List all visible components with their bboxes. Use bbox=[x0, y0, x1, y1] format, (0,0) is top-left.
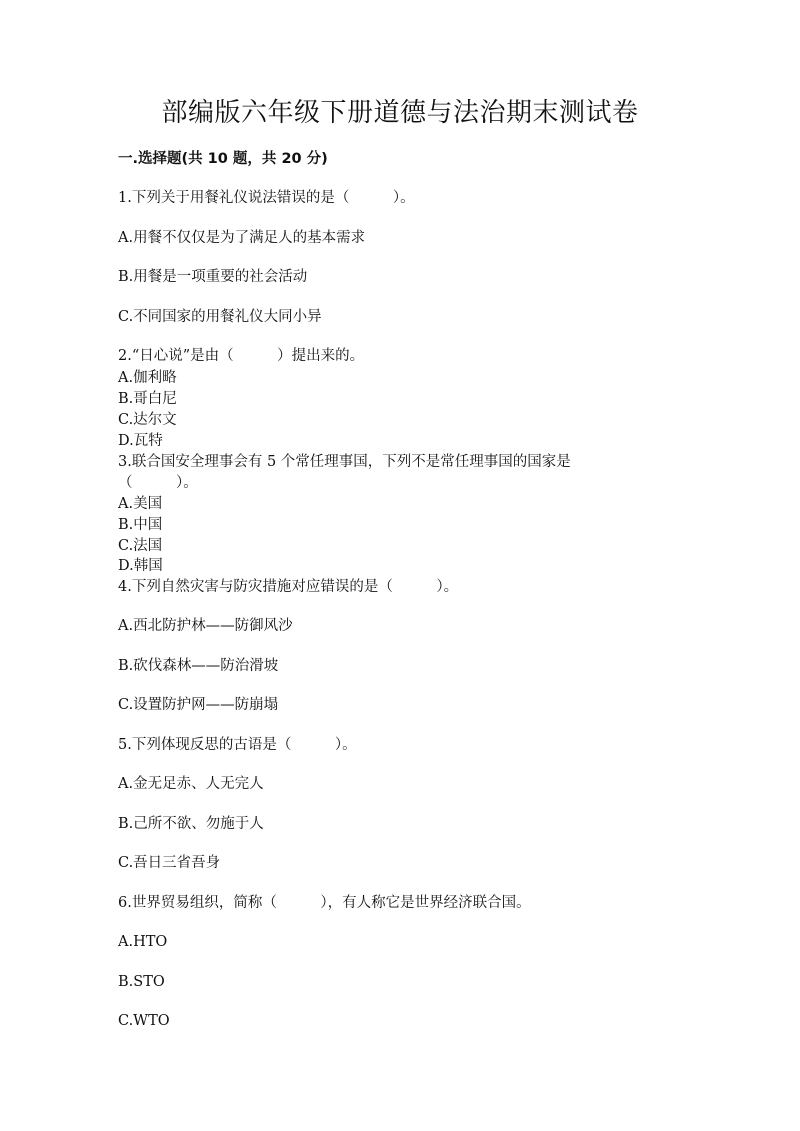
question-4-option-a: A.西北防护林——防御风沙 bbox=[118, 618, 293, 634]
section-heading: 一.选择题(共 10 题，共 20 分) bbox=[118, 151, 328, 167]
question-2-option-d: D.瓦特 bbox=[118, 433, 163, 449]
question-2-stem: 2.“日心说”是由（ ）提出来的。 bbox=[118, 348, 365, 364]
question-4-stem: 4.下列自然灾害与防灾措施对应错误的是（ ）。 bbox=[118, 579, 459, 595]
question-4-option-c: C.设置防护网——防崩塌 bbox=[118, 697, 279, 713]
question-1-option-c: C.不同国家的用餐礼仪大同小异 bbox=[118, 309, 322, 325]
question-2-option-c: C.达尔文 bbox=[118, 412, 177, 428]
question-1-stem: 1.下列关于用餐礼仪说法错误的是（ ）。 bbox=[118, 190, 415, 206]
question-6-option-a: A.HTO bbox=[118, 934, 168, 950]
question-1-option-a: A.用餐不仅仅是为了满足人的基本需求 bbox=[118, 230, 366, 246]
question-1-option-b: B.用餐是一项重要的社会活动 bbox=[118, 269, 308, 285]
question-6-option-c: C.WTO bbox=[118, 1013, 170, 1029]
question-6-option-b: B.STO bbox=[118, 974, 165, 990]
exam-title: 部编版六年级下册道德与法治期末测试卷 bbox=[161, 98, 639, 128]
question-3-option-a: A.美国 bbox=[118, 496, 163, 512]
question-3-option-b: B.中国 bbox=[118, 517, 163, 533]
question-5-option-a: A.金无足赤、人无完人 bbox=[118, 776, 264, 792]
question-2-option-b: B.哥白尼 bbox=[118, 391, 177, 407]
question-3-stem: 3.联合国安全理事会有 5 个常任理事国，下列不是常任理事国的国家是 bbox=[118, 454, 571, 470]
question-2-option-a: A.伽利略 bbox=[118, 370, 177, 386]
question-3-option-c: C.法国 bbox=[118, 538, 163, 554]
question-5-option-b: B.己所不欲、勿施于人 bbox=[118, 816, 264, 832]
question-5-stem: 5.下列体现反思的古语是（ ）。 bbox=[118, 737, 357, 753]
question-3-stem-continued: （ ）。 bbox=[118, 475, 198, 491]
question-4-option-b: B.砍伐森林——防治滑坡 bbox=[118, 658, 279, 674]
question-3-option-d: D.韩国 bbox=[118, 558, 163, 574]
question-6-stem: 6.世界贸易组织，简称（ ），有人称它是世界经济联合国。 bbox=[118, 895, 531, 911]
question-5-option-c: C.吾日三省吾身 bbox=[118, 855, 221, 871]
